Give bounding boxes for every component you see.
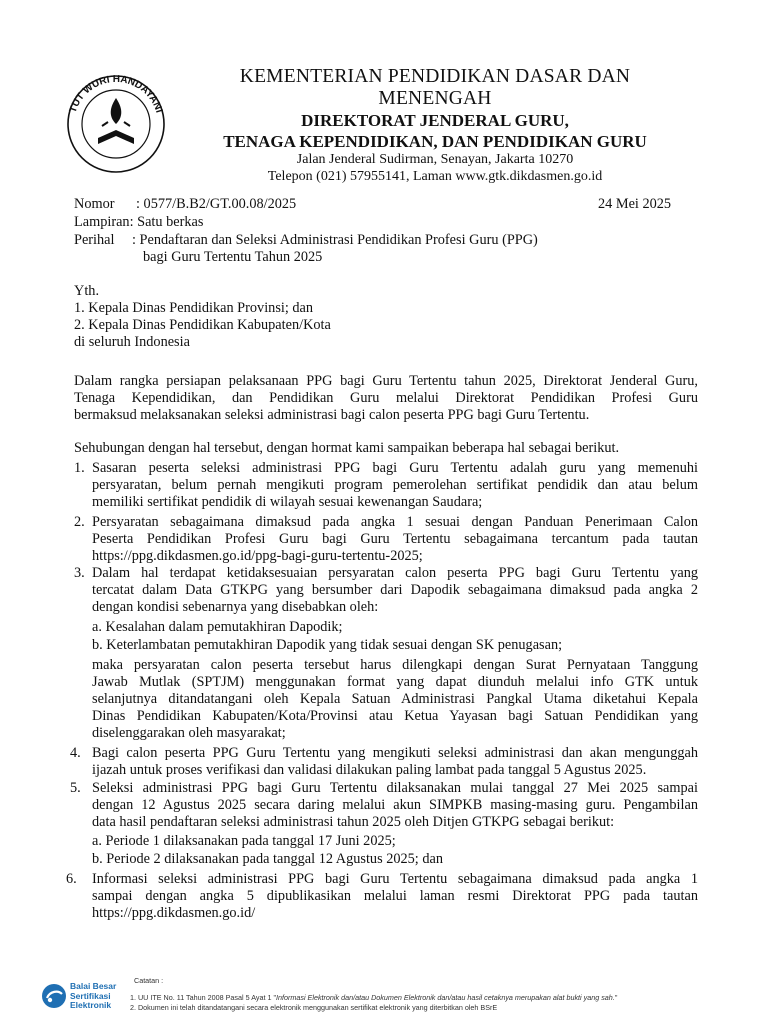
perihal-value-2: bagi Guru Tertentu Tahun 2025 [143, 249, 323, 265]
directorate-line-1: DIREKTORAT JENDERAL GURU, [301, 111, 569, 130]
note-1-suffix: " [614, 993, 618, 1002]
bsre-logo-icon [40, 982, 68, 1010]
item-5-line: data hasil pendaftaran seleksi administrasi tahun 2025 oleh Ditjen GTKPG sebagai berikut: [92, 814, 615, 830]
item-5-line: Seleksi administrasi PPG bagi Guru Tertentu dilaksanakan mulai tanggal 27 Mei 2025 sampai [92, 780, 698, 796]
ministry-address [190, 151, 680, 185]
item-number: 6. [66, 871, 77, 887]
item-2-line: Peserta Pendidikan Profesi Guru bagi Guru Tertentu sebagaimana tercantum pada tautan [92, 531, 698, 547]
note-1-quote: Informasi Elektronik dan/atau Dokumen Elektronik dan/atau hasil cetaknya merupakan alat bukti yang sah. [276, 993, 615, 1002]
intro-line-3: bermaksud melaksanakan seleksi administrasi bagi calon peserta PPG bagi Guru Tertentu. [74, 407, 590, 423]
item-6-line: sampai dengan angka 5 dipublikasikan melalui laman resmi Direktorat PPG pada tautan [92, 888, 698, 904]
bsre-line-1: Balai Besar [70, 981, 117, 991]
ministry-name: KEMENTERIAN PENDIDIKAN DASAR DAN MENENGAH [239, 66, 631, 109]
footer-note-2: 2. Dokumen ini telah ditandatangani secara elektronik menggunakan sertifikat elektronik yang diterbitkan oleh BSrE [130, 1003, 498, 1012]
nomor-label: Nomor [74, 196, 115, 212]
item-1-line: Sasaran peserta seleksi administrasi PPG bagi Guru Tertentu adalah guru yang memenuhi [92, 460, 698, 476]
item-number: 1. [74, 460, 85, 476]
tut-wuri-handayani-logo [50, 66, 182, 178]
intro-line-2: Tenaga Kependidikan, dan Pendidikan Guru melalui Direktorat Pendidikan Profesi Guru [74, 390, 698, 406]
perihal-row [74, 232, 538, 249]
item-5-sub: a. Periode 1 dilaksanakan pada tanggal 17 Juni 2025; [92, 833, 396, 849]
item-3-after: Dinas Pendidikan Kabupaten/Kota/Provinsi atau Ketua Yayasan bagi Satuan Pendidikan yang [92, 708, 698, 724]
perihal-label: Perihal [74, 232, 115, 248]
item-3-line: dengan kondisi sebenarnya yang disebabkan oleh: [92, 599, 379, 615]
svg-text:TUT WURI HANDAYANI: TUT WURI HANDAYANI [67, 73, 165, 115]
item-3-after: diselenggarakan oleh masyarakat; [92, 725, 286, 741]
recipient-1: 1. Kepala Dinas Pendidikan Provinsi; dan [74, 300, 314, 316]
item-number: 2. [74, 514, 85, 530]
item-4-line: Bagi calon peserta PPG Guru Tertentu yang mengikuti seleksi administrasi dan akan mengunggah [92, 745, 698, 761]
item-1-line: memiliki sertifikat pendidik di wilayah sesuai kewenangan Saudara; [92, 494, 483, 510]
perihal-value-1: : Pendaftaran dan Seleksi Administrasi Pendidikan Profesi Guru (PPG) [132, 232, 538, 248]
recipient-location: di seluruh Indonesia [74, 334, 190, 350]
item-1-line: persyaratan, belum pernah mengikuti program pemerolehan sertifikat pendidik dan atau belum [92, 477, 698, 493]
letter-date: 24 Mei 2025 [598, 196, 672, 212]
salutation: Yth. [74, 283, 100, 299]
item-2-line: Persyaratan sebagaimana dimaksud pada angka 1 sesuai dengan Panduan Penerimaan Calon [92, 514, 698, 530]
item-number: 4. [70, 745, 81, 761]
bsre-name [70, 982, 116, 1011]
directorate-line-2: TENAGA KEPENDIDIKAN, DAN PENDIDIKAN GURU [223, 132, 647, 151]
item-6-line: Informasi seleksi administrasi PPG bagi Guru Tertentu sebagaimana dimaksud pada angka 1 [92, 871, 698, 887]
item-number: 3. [74, 565, 85, 581]
item-3-after: maka persyaratan calon peserta tersebut harus dilengkapi dengan Surat Pernyataan Tanggung [92, 657, 698, 673]
item-3-line: tercatat dalam Data GTKPG yang bersumber dari Dapodik sebagaimana dimaksud pada angka 2 [92, 582, 698, 598]
item-2-line: https://ppg.dikdasmen.go.id/ppg-bagi-guru-tertentu-2025; [92, 548, 423, 564]
item-number: 5. [70, 780, 81, 796]
nomor-value: : 0577/B.B2/GT.00.08/2025 [136, 196, 297, 212]
item-6-line: https://ppg.dikdasmen.go.id/ [92, 905, 256, 921]
footer-catatan: Catatan : [134, 976, 164, 985]
bsre-line-2: Sertifikasi [70, 990, 111, 1001]
item-3-after: Jawab Mutlak (SPTJM) menggunakan format yang dapat diunduh melalui info GTK untuk [92, 674, 698, 690]
footer-note-1 [130, 993, 617, 1003]
contact-line: Telepon (021) 57955141, Laman www.gtk.dikdasmen.go.id [267, 169, 603, 184]
lampiran-label: Lampiran [74, 214, 130, 230]
item-4-line: ijazah untuk proses verifikasi dan validasi dilakukan paling lambat pada tanggal 5 Agustus 2025. [92, 762, 647, 778]
lampiran-value: : Satu berkas [129, 214, 204, 230]
item-3-line: Dalam hal terdapat ketidaksesuaian persyaratan calon peserta PPG bagi Guru Tertentu yang [92, 565, 698, 581]
intro-line-1: Dalam rangka persiapan pelaksanaan PPG bagi Guru Tertentu tahun 2025, Direktorat Jenderal Guru, [74, 373, 698, 389]
note-1-prefix: 1. UU ITE No. 11 Tahun 2008 Pasal 5 Ayat 1 " [130, 993, 276, 1002]
directorate-name [190, 110, 680, 152]
address-line: Jalan Jenderal Sudirman, Senayan, Jakarta 10270 [296, 152, 574, 167]
recipient-2: 2. Kepala Dinas Pendidikan Kabupaten/Kota [74, 317, 331, 333]
bsre-line-3: Elektronik [70, 1000, 112, 1010]
item-5-line: dengan 12 Agustus 2025 secara daring melalui akun SIMPKB masing-masing guru. Pengambilan [92, 797, 698, 813]
lampiran-row [74, 214, 203, 231]
nomor-row [74, 196, 296, 213]
item-3-after: selanjutnya ditandatangani oleh Kepala Satuan Administrasi Pangkal Utama diketahui Kepala [92, 691, 698, 707]
item-5-sub: b. Periode 2 dilaksanakan pada tanggal 12 Agustus 2025; dan [92, 851, 443, 867]
item-3-sub: a. Kesalahan dalam pemutakhiran Dapodik; [92, 619, 343, 635]
lead-sentence: Sehubungan dengan hal tersebut, dengan hormat kami sampaikan beberapa hal sebagai berikut. [74, 440, 620, 456]
item-3-sub: b. Keterlambatan pemutakhiran Dapodik yang tidak sesuai dengan SK penugasan; [92, 637, 563, 653]
